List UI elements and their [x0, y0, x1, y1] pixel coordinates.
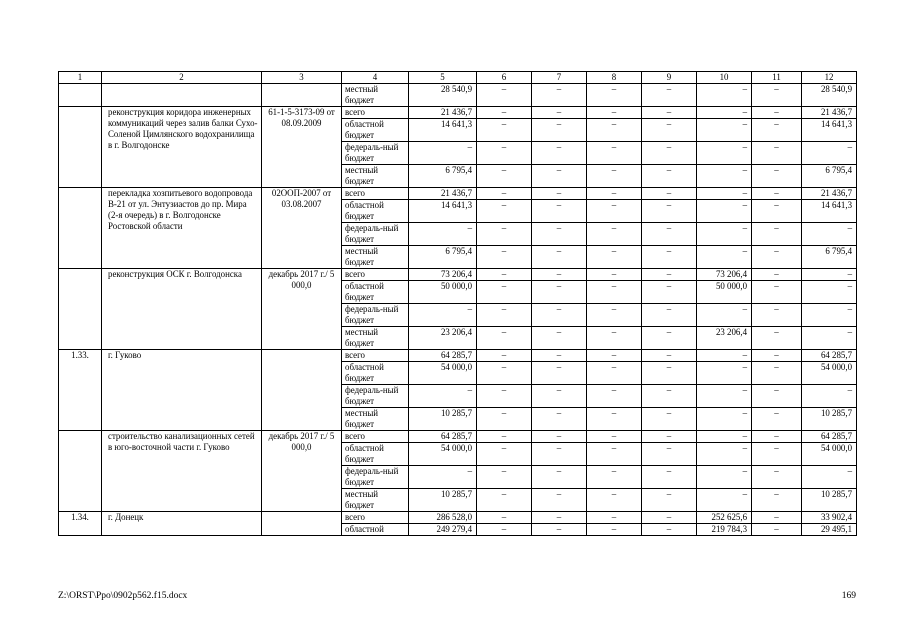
- value-col5: 286 528,0: [409, 512, 477, 524]
- value-col5: 54 000,0: [409, 362, 477, 385]
- value-col10: 50 000,0: [697, 281, 752, 304]
- value-dash: –: [477, 431, 532, 443]
- value-dash: –: [752, 489, 802, 512]
- value-col10: –: [697, 408, 752, 431]
- value-col5: 6 795,4: [409, 165, 477, 188]
- row-code: [262, 84, 342, 107]
- value-col12: 54 000,0: [802, 443, 857, 466]
- value-dash: –: [532, 200, 587, 223]
- value-dash: –: [752, 431, 802, 443]
- col-header: 2: [102, 72, 262, 84]
- value-dash: –: [642, 512, 697, 524]
- value-dash: –: [532, 362, 587, 385]
- value-dash: –: [752, 408, 802, 431]
- value-dash: –: [642, 350, 697, 362]
- value-col12: 6 795,4: [802, 246, 857, 269]
- value-dash: –: [587, 350, 642, 362]
- value-col12: –: [802, 304, 857, 327]
- value-dash: –: [532, 327, 587, 350]
- funding-source: местный бюджет: [342, 327, 409, 350]
- row-number: 1.33.: [59, 350, 102, 431]
- value-dash: –: [587, 107, 642, 119]
- value-dash: –: [642, 408, 697, 431]
- value-col12: –: [802, 466, 857, 489]
- value-dash: –: [477, 466, 532, 489]
- value-dash: –: [752, 84, 802, 107]
- value-col12: 54 000,0: [802, 362, 857, 385]
- value-col12: –: [802, 281, 857, 304]
- value-col5: –: [409, 223, 477, 246]
- col-header: 5: [409, 72, 477, 84]
- value-col12: 64 285,7: [802, 431, 857, 443]
- value-dash: –: [587, 385, 642, 408]
- value-dash: –: [752, 188, 802, 200]
- value-dash: –: [587, 269, 642, 281]
- value-col10: –: [697, 119, 752, 142]
- value-dash: –: [532, 84, 587, 107]
- value-dash: –: [532, 512, 587, 524]
- value-col12: 21 436,7: [802, 107, 857, 119]
- item-code: [262, 512, 342, 536]
- value-dash: –: [752, 107, 802, 119]
- page-number: 169: [841, 591, 856, 601]
- value-col12: 14 641,3: [802, 200, 857, 223]
- value-dash: –: [752, 269, 802, 281]
- funding-source: областной бюджет: [342, 443, 409, 466]
- value-dash: –: [532, 281, 587, 304]
- column-number-row: [59, 72, 857, 84]
- value-dash: –: [477, 188, 532, 200]
- value-dash: –: [642, 524, 697, 536]
- value-dash: –: [587, 119, 642, 142]
- value-col10: –: [697, 246, 752, 269]
- value-dash: –: [587, 408, 642, 431]
- item-name: перекладка хозпитьевого водопровода В-21 от ул. Энтузиастов до пр. Мира (2-я очередь) в г. Волгодонске Ростовской области: [102, 188, 262, 269]
- value-dash: –: [477, 512, 532, 524]
- value-dash: –: [587, 165, 642, 188]
- value-dash: –: [532, 408, 587, 431]
- value-dash: –: [587, 304, 642, 327]
- value-dash: –: [642, 304, 697, 327]
- value-col5: 28 540,9: [409, 84, 477, 107]
- value-dash: –: [587, 466, 642, 489]
- value-dash: –: [587, 188, 642, 200]
- col-header: 9: [642, 72, 697, 84]
- row-number: 1.34.: [59, 512, 102, 536]
- value-col12: 10 285,7: [802, 489, 857, 512]
- value-dash: –: [642, 188, 697, 200]
- value-dash: –: [477, 408, 532, 431]
- funding-source: федераль-ный бюджет: [342, 223, 409, 246]
- funding-source: местный бюджет: [342, 408, 409, 431]
- value-dash: –: [477, 327, 532, 350]
- value-col10: –: [697, 431, 752, 443]
- value-dash: –: [477, 281, 532, 304]
- value-dash: –: [752, 200, 802, 223]
- value-dash: –: [532, 443, 587, 466]
- value-dash: –: [477, 119, 532, 142]
- funding-source: местный бюджет: [342, 246, 409, 269]
- value-dash: –: [752, 119, 802, 142]
- value-dash: –: [752, 223, 802, 246]
- value-dash: –: [587, 200, 642, 223]
- value-col10: –: [697, 142, 752, 165]
- item-name: г. Донецк: [102, 512, 262, 536]
- value-col10: –: [697, 443, 752, 466]
- value-dash: –: [642, 107, 697, 119]
- funding-source: федераль-ный бюджет: [342, 304, 409, 327]
- value-col5: 50 000,0: [409, 281, 477, 304]
- value-dash: –: [532, 246, 587, 269]
- value-dash: –: [752, 142, 802, 165]
- value-col12: 6 795,4: [802, 165, 857, 188]
- table-row: [59, 269, 857, 281]
- value-dash: –: [587, 327, 642, 350]
- col-header: 7: [532, 72, 587, 84]
- funding-source: всего: [342, 512, 409, 524]
- value-col10: –: [697, 200, 752, 223]
- table-row: [59, 84, 857, 107]
- value-dash: –: [532, 524, 587, 536]
- value-dash: –: [532, 350, 587, 362]
- value-dash: –: [752, 304, 802, 327]
- value-dash: –: [532, 304, 587, 327]
- value-dash: –: [642, 362, 697, 385]
- funding-source: всего: [342, 188, 409, 200]
- item-code: 02ООП-2007 от 03.08.2007: [262, 188, 342, 269]
- value-dash: –: [642, 443, 697, 466]
- value-dash: –: [587, 512, 642, 524]
- value-dash: –: [752, 466, 802, 489]
- funding-source: федераль-ный бюджет: [342, 466, 409, 489]
- value-dash: –: [587, 142, 642, 165]
- value-dash: –: [477, 443, 532, 466]
- value-col5: 21 436,7: [409, 107, 477, 119]
- value-dash: –: [532, 107, 587, 119]
- table-body: [59, 84, 857, 536]
- table-row: [59, 512, 857, 524]
- value-dash: –: [477, 200, 532, 223]
- value-col5: 73 206,4: [409, 269, 477, 281]
- value-dash: –: [477, 223, 532, 246]
- value-col5: 21 436,7: [409, 188, 477, 200]
- row-number: [59, 107, 102, 188]
- value-dash: –: [477, 489, 532, 512]
- value-col5: 64 285,7: [409, 350, 477, 362]
- value-dash: –: [532, 119, 587, 142]
- col-header: 10: [697, 72, 752, 84]
- value-dash: –: [642, 385, 697, 408]
- row-number: [59, 431, 102, 512]
- value-dash: –: [587, 281, 642, 304]
- item-code: 61-1-5-3173-09 от 08.09.2009: [262, 107, 342, 188]
- value-dash: –: [532, 165, 587, 188]
- value-dash: –: [642, 165, 697, 188]
- item-name: строительство канализационных сетей в юго-восточной части г. Гуково: [102, 431, 262, 512]
- value-col12: –: [802, 142, 857, 165]
- value-col10: 252 625,6: [697, 512, 752, 524]
- value-col10: 23 206,4: [697, 327, 752, 350]
- value-dash: –: [642, 246, 697, 269]
- value-dash: –: [752, 281, 802, 304]
- col-header: 11: [752, 72, 802, 84]
- value-col5: 6 795,4: [409, 246, 477, 269]
- value-col12: 33 902,4: [802, 512, 857, 524]
- value-col5: 14 641,3: [409, 200, 477, 223]
- funding-source: местный бюджет: [342, 489, 409, 512]
- item-name: г. Гуково: [102, 350, 262, 431]
- funding-source: всего: [342, 107, 409, 119]
- funding-source: местный бюджет: [342, 84, 409, 107]
- value-dash: –: [752, 327, 802, 350]
- value-col12: –: [802, 269, 857, 281]
- value-dash: –: [587, 246, 642, 269]
- value-dash: –: [477, 142, 532, 165]
- value-dash: –: [532, 269, 587, 281]
- budget-table: [58, 71, 857, 536]
- value-dash: –: [587, 362, 642, 385]
- value-dash: –: [642, 489, 697, 512]
- value-dash: –: [587, 443, 642, 466]
- col-header: 1: [59, 72, 102, 84]
- value-col12: 14 641,3: [802, 119, 857, 142]
- col-header: 6: [477, 72, 532, 84]
- value-dash: –: [477, 524, 532, 536]
- value-dash: –: [642, 142, 697, 165]
- value-dash: –: [642, 119, 697, 142]
- funding-source: всего: [342, 431, 409, 443]
- value-dash: –: [532, 431, 587, 443]
- value-dash: –: [477, 304, 532, 327]
- value-dash: –: [532, 142, 587, 165]
- value-dash: –: [642, 466, 697, 489]
- value-dash: –: [752, 524, 802, 536]
- value-dash: –: [532, 489, 587, 512]
- value-col12: 28 540,9: [802, 84, 857, 107]
- col-header: 8: [587, 72, 642, 84]
- value-dash: –: [642, 327, 697, 350]
- value-dash: –: [477, 107, 532, 119]
- value-dash: –: [642, 431, 697, 443]
- funding-source: областной бюджет: [342, 200, 409, 223]
- value-dash: –: [642, 200, 697, 223]
- value-col12: –: [802, 223, 857, 246]
- funding-source: областной бюджет: [342, 281, 409, 304]
- value-col12: 29 495,1: [802, 524, 857, 536]
- col-header: 4: [342, 72, 409, 84]
- value-dash: –: [477, 246, 532, 269]
- item-code: [262, 350, 342, 431]
- item-name: реконструкция коридора инженерных коммуникаций через залив балки Сухо-Соленой Цимлянского водохранилища в г. Волгодонске: [102, 107, 262, 188]
- value-dash: –: [477, 269, 532, 281]
- value-dash: –: [642, 84, 697, 107]
- value-dash: –: [587, 489, 642, 512]
- value-col5: –: [409, 142, 477, 165]
- row-number: [59, 84, 102, 107]
- table-row: [59, 107, 857, 119]
- value-col10: –: [697, 223, 752, 246]
- col-header: 3: [262, 72, 342, 84]
- value-dash: –: [752, 362, 802, 385]
- value-col10: –: [697, 165, 752, 188]
- value-col10: –: [697, 84, 752, 107]
- value-col10: 73 206,4: [697, 269, 752, 281]
- value-col5: –: [409, 304, 477, 327]
- funding-source: федераль-ный бюджет: [342, 142, 409, 165]
- table-row: [59, 431, 857, 443]
- funding-source: местный бюджет: [342, 165, 409, 188]
- value-col10: –: [697, 350, 752, 362]
- value-col5: 23 206,4: [409, 327, 477, 350]
- value-col12: 64 285,7: [802, 350, 857, 362]
- value-dash: –: [642, 269, 697, 281]
- row-number: [59, 188, 102, 269]
- value-dash: –: [587, 431, 642, 443]
- row-number: [59, 269, 102, 350]
- funding-source: всего: [342, 269, 409, 281]
- value-col10: –: [697, 385, 752, 408]
- value-dash: –: [642, 223, 697, 246]
- value-dash: –: [752, 350, 802, 362]
- value-dash: –: [477, 362, 532, 385]
- value-col12: 10 285,7: [802, 408, 857, 431]
- file-path: Z:\ORST\Ppo\0902p562.f15.docx: [58, 591, 188, 601]
- value-col5: 64 285,7: [409, 431, 477, 443]
- value-dash: –: [532, 385, 587, 408]
- value-col5: 10 285,7: [409, 408, 477, 431]
- value-dash: –: [477, 165, 532, 188]
- table-row: [59, 188, 857, 200]
- value-col12: –: [802, 327, 857, 350]
- value-dash: –: [532, 466, 587, 489]
- value-dash: –: [587, 524, 642, 536]
- value-col10: –: [697, 489, 752, 512]
- value-col12: 21 436,7: [802, 188, 857, 200]
- item-code: декабрь 2017 г./ 5 000,0: [262, 431, 342, 512]
- row-name: [102, 84, 262, 107]
- value-dash: –: [532, 188, 587, 200]
- funding-source: областной бюджет: [342, 362, 409, 385]
- value-dash: –: [752, 512, 802, 524]
- value-col5: –: [409, 385, 477, 408]
- value-dash: –: [477, 350, 532, 362]
- item-name: реконструкция ОСК г. Волгодонска: [102, 269, 262, 350]
- col-header: 12: [802, 72, 857, 84]
- value-col10: –: [697, 107, 752, 119]
- value-col5: 54 000,0: [409, 443, 477, 466]
- value-col5: –: [409, 466, 477, 489]
- table-row: [59, 350, 857, 362]
- value-dash: –: [532, 223, 587, 246]
- value-col12: –: [802, 385, 857, 408]
- value-col10: 219 784,3: [697, 524, 752, 536]
- value-col5: 10 285,7: [409, 489, 477, 512]
- funding-source: областной бюджет: [342, 119, 409, 142]
- value-dash: –: [477, 385, 532, 408]
- value-dash: –: [587, 84, 642, 107]
- value-col5: 249 279,4: [409, 524, 477, 536]
- funding-source: всего: [342, 350, 409, 362]
- value-dash: –: [752, 385, 802, 408]
- value-dash: –: [752, 165, 802, 188]
- value-dash: –: [587, 223, 642, 246]
- value-col10: –: [697, 188, 752, 200]
- value-col10: –: [697, 362, 752, 385]
- value-col5: 14 641,3: [409, 119, 477, 142]
- value-dash: –: [642, 281, 697, 304]
- funding-source: областной: [342, 524, 409, 536]
- funding-source: федераль-ный бюджет: [342, 385, 409, 408]
- value-col10: –: [697, 304, 752, 327]
- value-dash: –: [752, 246, 802, 269]
- item-code: декабрь 2017 г./ 5 000,0: [262, 269, 342, 350]
- value-dash: –: [752, 443, 802, 466]
- value-col10: –: [697, 466, 752, 489]
- value-dash: –: [477, 84, 532, 107]
